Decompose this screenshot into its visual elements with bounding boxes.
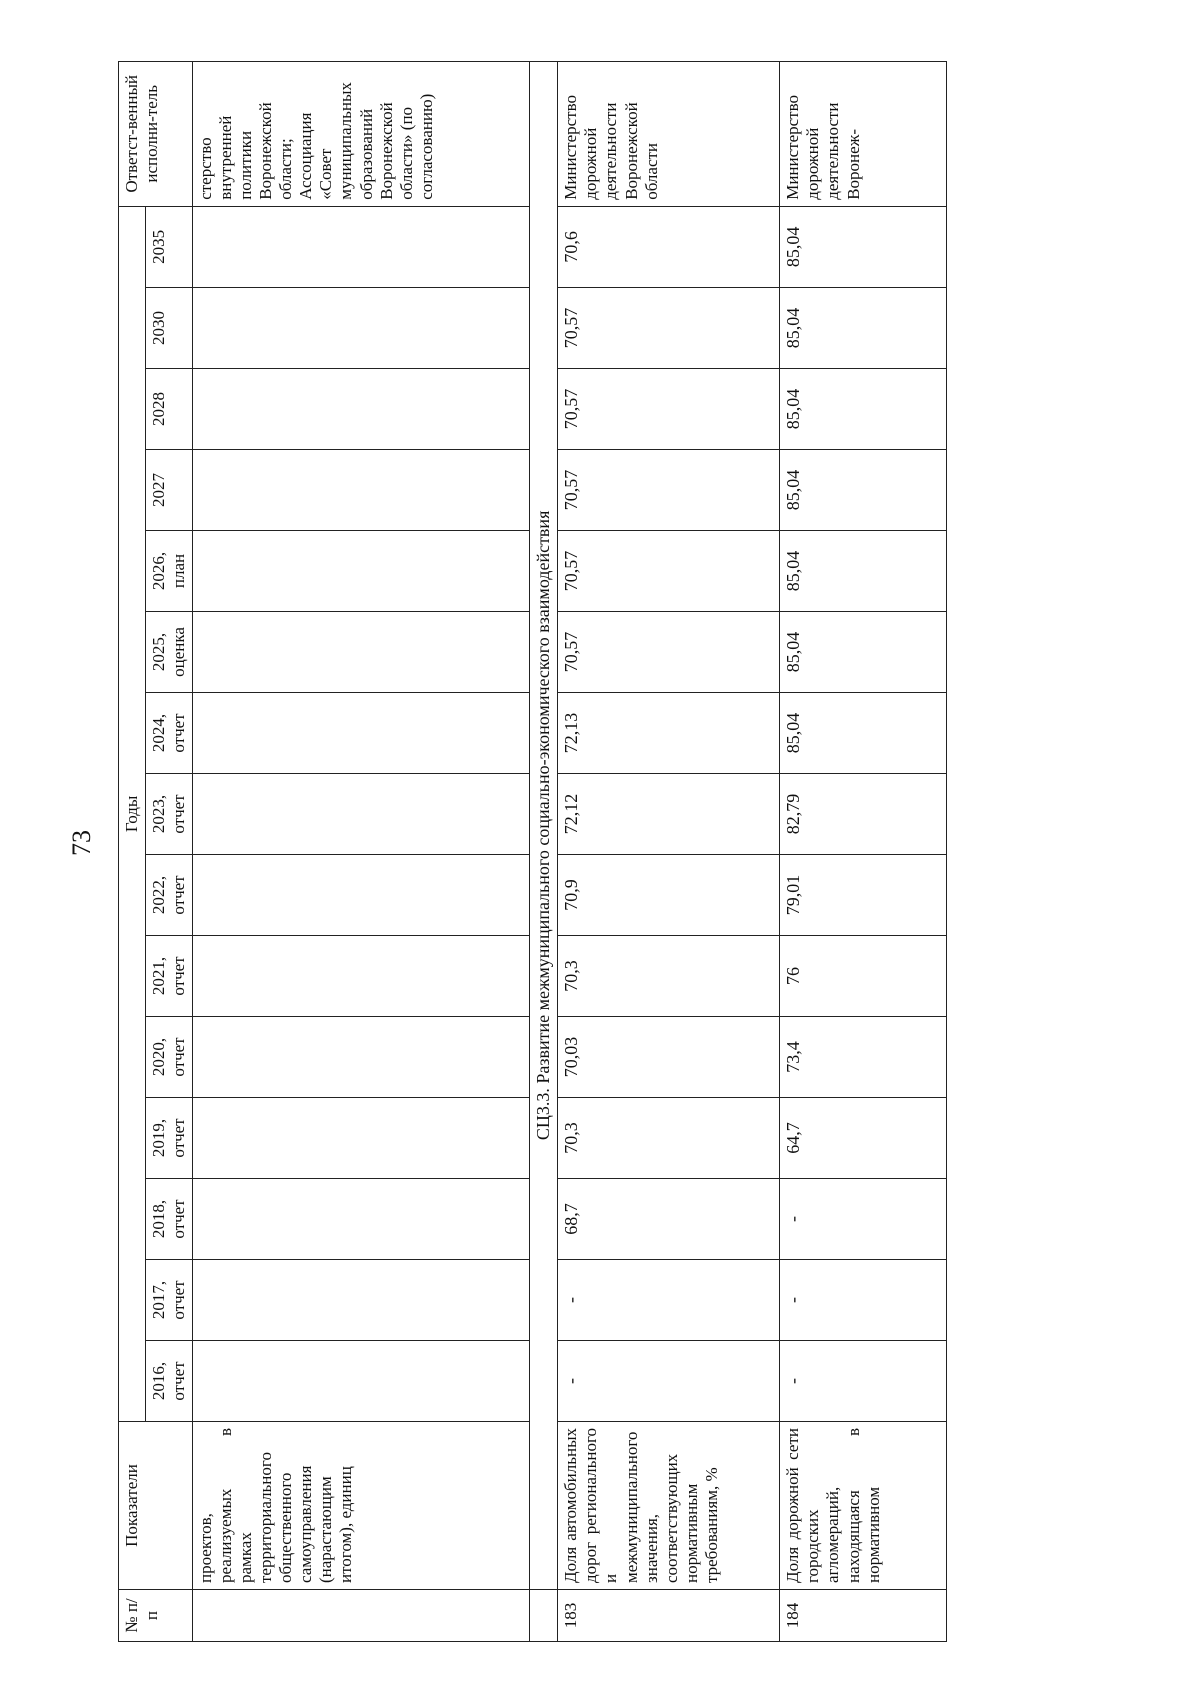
row-value: 68,7 [558, 1179, 780, 1260]
year-2021: 2021, отчет [146, 936, 193, 1017]
row-value [193, 774, 530, 855]
table-row [558, 61, 780, 1641]
year-2030: 2030 [146, 288, 193, 369]
year-2019: 2019, отчет [146, 1098, 193, 1179]
row-indicator: проектов, реализуемых в рамках территориального общественного самоуправления (нарастающим итогом), единиц [193, 1422, 530, 1590]
section-row [530, 61, 558, 1641]
row-value [193, 855, 530, 936]
header-num: № п/п [119, 1590, 193, 1642]
row-value [193, 1260, 530, 1341]
table-row [193, 61, 530, 1641]
row-value: 73,4 [780, 1017, 947, 1098]
row-value: - [558, 1341, 780, 1422]
row-value: 70,6 [558, 206, 780, 287]
row-value: - [780, 1341, 947, 1422]
row-value [193, 450, 530, 531]
row-value [193, 369, 530, 450]
section-spacer [530, 1590, 558, 1642]
row-num: 183 [558, 1590, 780, 1642]
row-value: 79,01 [780, 855, 947, 936]
row-value [193, 1017, 530, 1098]
row-value [193, 612, 530, 693]
table-row [780, 61, 947, 1641]
row-responsible: Министерство дорожной деятельности Воронежской области [558, 61, 780, 206]
rotated-table-sheet [118, 62, 1098, 1642]
row-num [193, 1590, 530, 1642]
indicators-table [118, 61, 947, 1642]
row-value: 85,04 [780, 612, 947, 693]
row-value [193, 1179, 530, 1260]
row-value [193, 288, 530, 369]
row-value [193, 1098, 530, 1179]
row-value: 70,57 [558, 612, 780, 693]
year-2017: 2017, отчет [146, 1260, 193, 1341]
row-value: 64,7 [780, 1098, 947, 1179]
year-2026: 2026, план [146, 531, 193, 612]
year-2022: 2022, отчет [146, 855, 193, 936]
row-value: 85,04 [780, 369, 947, 450]
row-value [193, 693, 530, 774]
row-value: 70,57 [558, 531, 780, 612]
row-value: 70,57 [558, 450, 780, 531]
year-2035: 2035 [146, 206, 193, 287]
row-value: 82,79 [780, 774, 947, 855]
row-value: 70,9 [558, 855, 780, 936]
row-num: 184 [780, 1590, 947, 1642]
section-title: СЦ3.3. Развитие межмуниципального социально-экономического взаимодействия [530, 61, 558, 1589]
row-value [193, 936, 530, 1017]
row-value: 70,3 [558, 1098, 780, 1179]
row-value: 85,04 [780, 206, 947, 287]
row-value: 85,04 [780, 531, 947, 612]
row-value: 70,57 [558, 288, 780, 369]
year-2024: 2024, отчет [146, 693, 193, 774]
header-indicator: Показатели [119, 1422, 193, 1590]
header-years: Годы [119, 206, 146, 1421]
row-value [193, 531, 530, 612]
year-2020: 2020, отчет [146, 1017, 193, 1098]
row-responsible: Министерство дорожной деятельности Воронеж- [780, 61, 947, 206]
year-2023: 2023, отчет [146, 774, 193, 855]
year-2027: 2027 [146, 450, 193, 531]
row-value: - [558, 1260, 780, 1341]
row-indicator: Доля дорожной сети городских агломераций, находящаяся в нормативном [780, 1422, 947, 1590]
row-value: 85,04 [780, 693, 947, 774]
row-value: - [780, 1179, 947, 1260]
year-2016: 2016, отчет [146, 1341, 193, 1422]
year-2028: 2028 [146, 369, 193, 450]
row-value: 72,12 [558, 774, 780, 855]
row-value: 70,57 [558, 369, 780, 450]
row-indicator: Доля автомобильных дорог регионального и межмуниципального значения, соответствующих нормативным требованиям, % [558, 1422, 780, 1590]
year-2025: 2025, оценка [146, 612, 193, 693]
row-responsible: стерство внутренней политики Воронежской области; Ассоциация «Совет муниципальных образований Воронежской области» (по согласованию) [193, 61, 530, 206]
year-2018: 2018, отчет [146, 1179, 193, 1260]
row-value: 85,04 [780, 450, 947, 531]
row-value: 76 [780, 936, 947, 1017]
row-value [193, 1341, 530, 1422]
row-value: 85,04 [780, 288, 947, 369]
header-responsible: Ответст-венный исполни-тель [119, 61, 193, 206]
row-value: 70,3 [558, 936, 780, 1017]
row-value [193, 206, 530, 287]
row-value: 72,13 [558, 693, 780, 774]
row-value: - [780, 1260, 947, 1341]
row-value: 70,03 [558, 1017, 780, 1098]
page-number: 73 [67, 830, 96, 856]
